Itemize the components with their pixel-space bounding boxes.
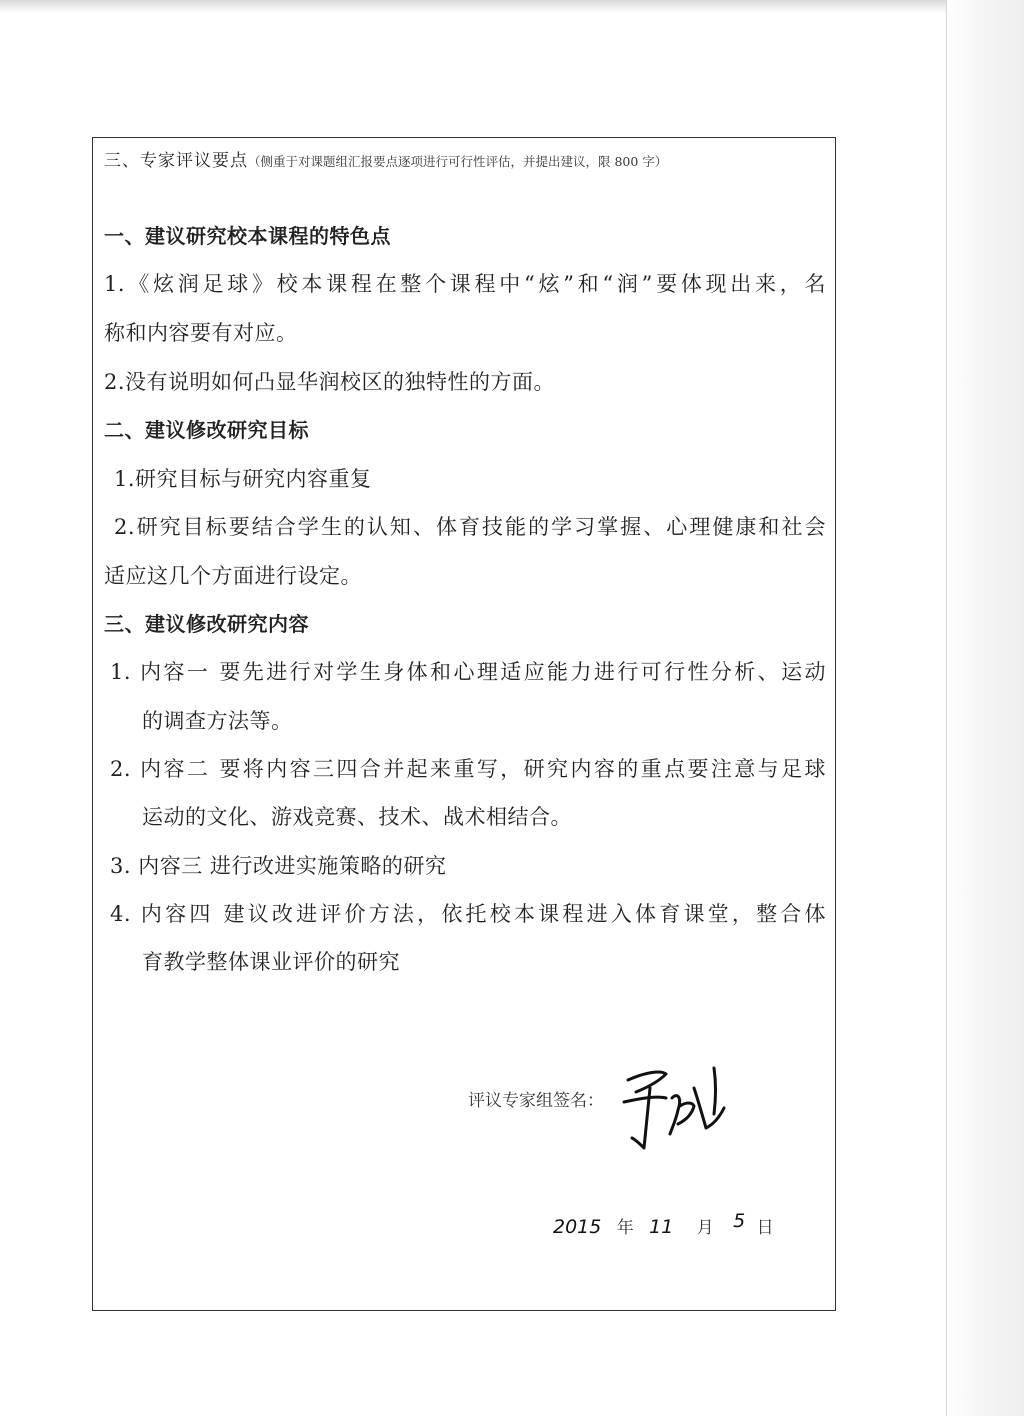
list-item-4-line-2: 育教学整体课业评价的研究 — [142, 950, 400, 974]
list-item-4-line-1: 4. 内容四 建议改进评价方法，依托校本课程进入体育课堂，整合体 — [110, 902, 826, 926]
list-item-1-line-1: 1. 内容一 要先进行对学生身体和心理适应能力进行可行性分析、运动 — [110, 660, 826, 684]
paragraph-1-line-2: 称和内容要有对应。 — [104, 321, 298, 345]
date-year-unit: 年 — [616, 1218, 634, 1238]
section-title: 三、专家评议要点 — [104, 151, 248, 171]
list-item-3: 3. 内容三 进行改进实施策略的研究 — [110, 854, 447, 878]
list-item-2-line-1: 2. 内容二 要将内容三四合并起来重写，研究内容的重点要注意与足球 — [110, 757, 826, 781]
paragraph-1-line-1: 1.《炫润足球》校本课程在整个课程中“炫”和“润”要体现出来，名 — [104, 272, 826, 296]
date-year: 2015 — [553, 1216, 602, 1238]
paragraph-2: 2.没有说明如何凸显华润校区的独特性的方面。 — [104, 370, 556, 394]
paper-edge-line — [946, 0, 947, 1416]
paragraph-3: 1.研究目标与研究内容重复 — [114, 467, 372, 491]
date-day: 5 — [733, 1210, 746, 1232]
scan-edge-top — [0, 0, 1024, 14]
paragraph-4-line-2: 适应这几个方面进行设定。 — [104, 564, 362, 588]
handwritten-signature — [606, 1058, 746, 1162]
signature-label: 评议专家组签名： — [468, 1091, 604, 1111]
date-month-unit: 月 — [696, 1218, 714, 1238]
heading-3: 三、建议修改研究内容 — [104, 612, 309, 636]
date-month: 11 — [649, 1216, 674, 1238]
heading-2: 二、建议修改研究目标 — [104, 418, 309, 442]
section-header — [104, 146, 667, 171]
date-day-unit: 日 — [756, 1218, 774, 1238]
date-row — [553, 1210, 774, 1238]
list-item-1-line-2: 的调查方法等。 — [142, 709, 293, 733]
heading-1: 一、建议研究校本课程的特色点 — [104, 224, 391, 248]
list-item-2-line-2: 运动的文化、游戏竞赛、技术、战术相结合。 — [142, 805, 572, 829]
section-note: （侧重于对课题组汇报要点逐项进行可行性评估，并提出建议，限 800 字） — [248, 154, 668, 169]
paragraph-4-line-1: 2.研究目标要结合学生的认知、体育技能的学习掌握、心理健康和社会 — [114, 515, 826, 539]
scan-edge-right — [946, 0, 1024, 1416]
